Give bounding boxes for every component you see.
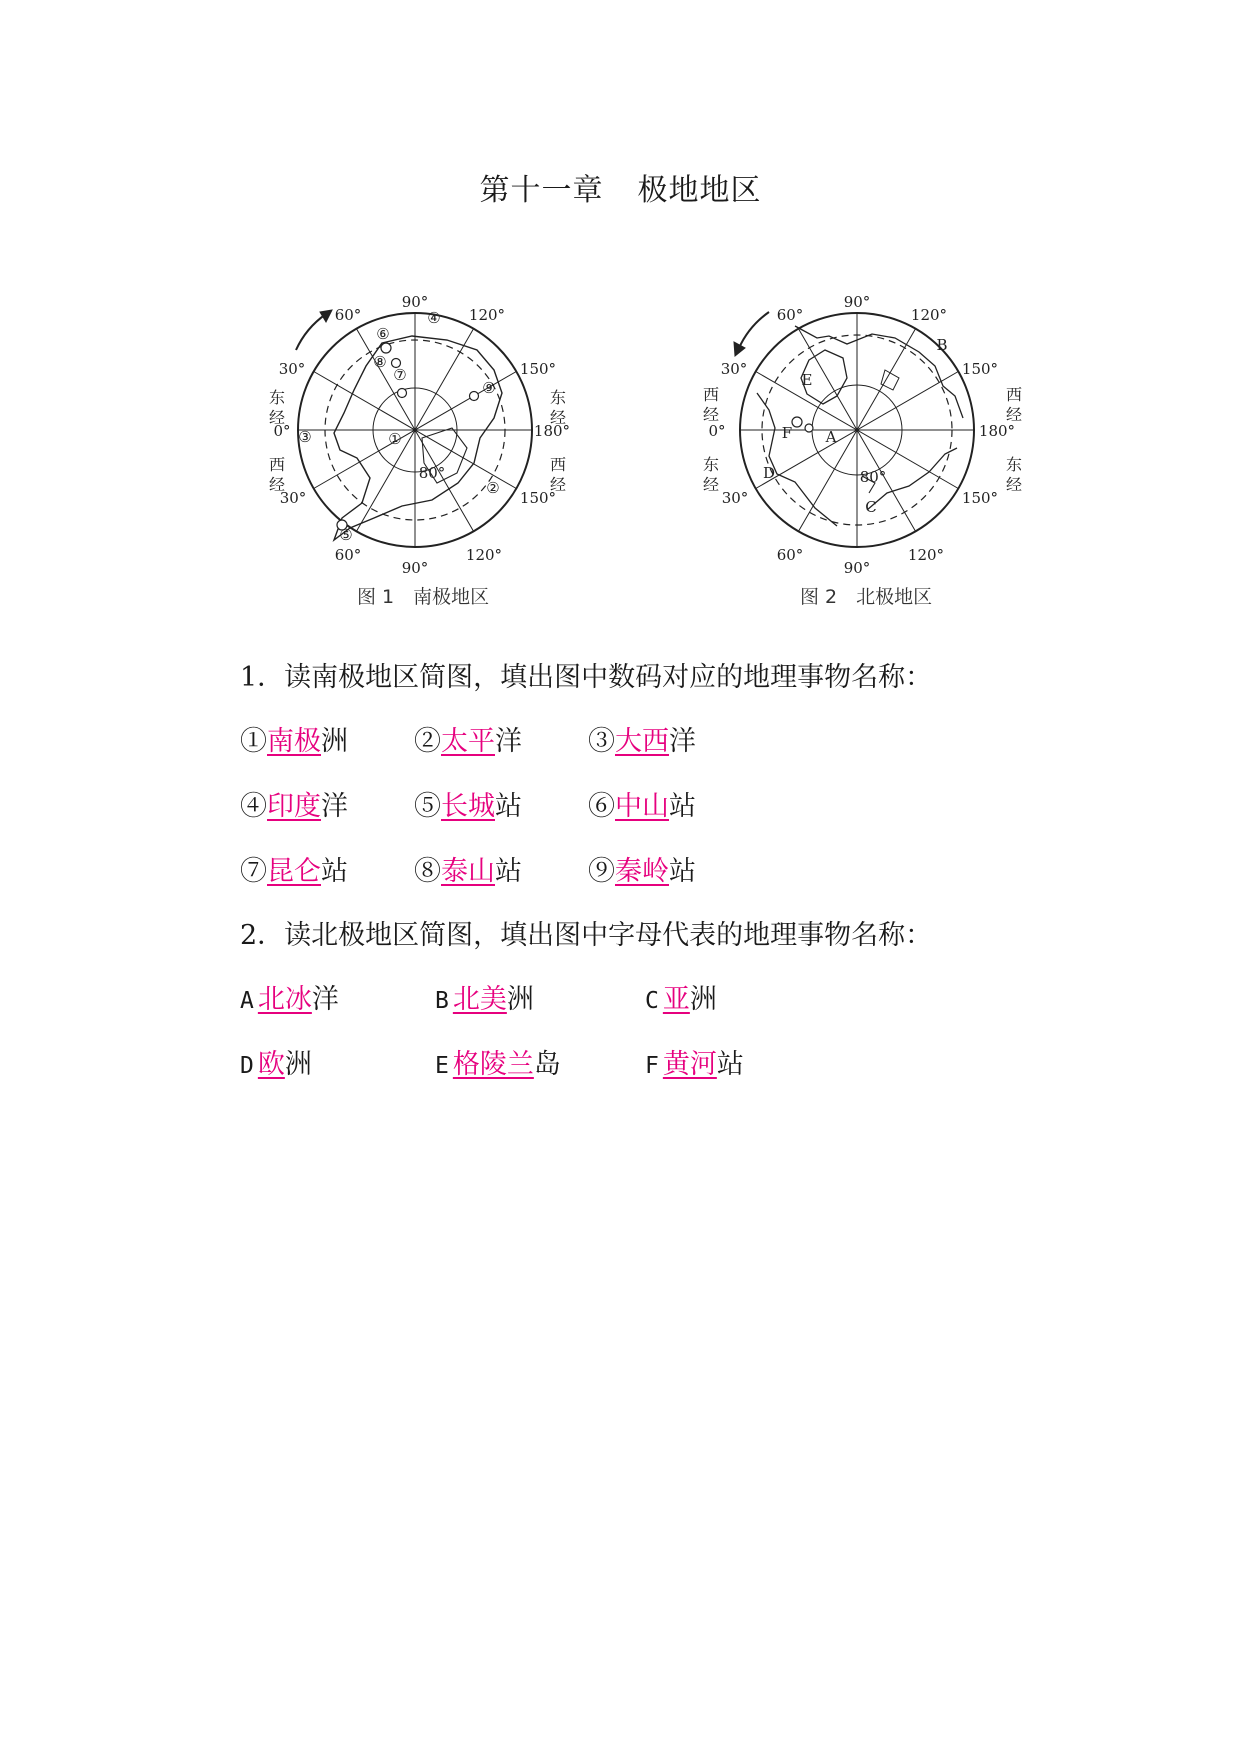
answer-text: 亚 bbox=[662, 984, 690, 1015]
answer-text: 中山 bbox=[615, 791, 669, 822]
answer-text: 格陵兰 bbox=[452, 1049, 534, 1080]
side-char: 东 bbox=[549, 388, 567, 407]
letter-e: E bbox=[801, 371, 813, 389]
arctic-map bbox=[697, 278, 1037, 608]
side-west-right bbox=[1006, 385, 1022, 424]
item-number: ③ bbox=[588, 726, 615, 757]
marker-7: ⑦ bbox=[393, 366, 407, 384]
marker-6: ⑥ bbox=[376, 325, 390, 343]
item-suffix: 洲 bbox=[506, 984, 534, 1015]
answer-text: 印度 bbox=[267, 791, 321, 822]
chapter-name: 极地地区 bbox=[637, 173, 762, 208]
side-east-left bbox=[703, 455, 719, 494]
letter-b: B bbox=[936, 336, 948, 354]
lon-label: 30° bbox=[721, 489, 749, 507]
answer-item bbox=[414, 784, 522, 823]
answer-item bbox=[414, 719, 522, 758]
side-char: 西 bbox=[268, 455, 286, 474]
item-number: ⑧ bbox=[414, 856, 441, 887]
marker-2: ② bbox=[486, 479, 500, 497]
answer-text: 长城 bbox=[441, 791, 495, 822]
lon-label: 30° bbox=[720, 360, 748, 378]
answer-text: 黄河 bbox=[662, 1049, 717, 1080]
item-suffix: 站 bbox=[716, 1049, 744, 1080]
answer-item bbox=[588, 784, 696, 823]
answer-text: 大西 bbox=[615, 726, 669, 757]
item-letter: A bbox=[240, 988, 254, 1014]
lon-label: 180° bbox=[533, 422, 571, 440]
lon-label: 150° bbox=[961, 360, 999, 378]
answer-item bbox=[414, 849, 522, 888]
marker-8: ⑧ bbox=[373, 353, 387, 371]
item-number: ⑦ bbox=[240, 856, 267, 887]
lon-label: 0° bbox=[273, 422, 291, 440]
lon-label: 120° bbox=[910, 306, 948, 324]
side-west-left bbox=[703, 385, 719, 424]
item-suffix: 洲 bbox=[284, 1049, 312, 1080]
item-suffix: 洲 bbox=[321, 726, 348, 757]
answer-text: 南极 bbox=[267, 726, 321, 757]
side-char: 经 bbox=[1005, 475, 1023, 494]
lon-label: 90° bbox=[843, 293, 871, 311]
marker-4: ④ bbox=[427, 309, 441, 327]
answer-text: 欧 bbox=[257, 1049, 285, 1080]
item-number: ⑥ bbox=[588, 791, 615, 822]
answer-text: 泰山 bbox=[441, 856, 495, 887]
side-char: 东 bbox=[702, 455, 720, 474]
marker-1: ① bbox=[388, 430, 402, 448]
side-west-left bbox=[269, 455, 285, 494]
side-char: 经 bbox=[268, 475, 286, 494]
item-letter: C bbox=[645, 988, 659, 1014]
lon-label: 180° bbox=[978, 422, 1016, 440]
letter-a: A bbox=[825, 428, 837, 446]
answer-item bbox=[240, 784, 348, 823]
lon-label: 60° bbox=[334, 546, 362, 564]
side-char: 经 bbox=[702, 405, 720, 424]
answer-item bbox=[435, 977, 534, 1016]
lat-label: 80° bbox=[859, 468, 887, 486]
side-char: 经 bbox=[1005, 405, 1023, 424]
side-char: 经 bbox=[702, 475, 720, 494]
lon-label: 90° bbox=[401, 559, 429, 577]
side-char: 西 bbox=[1005, 385, 1023, 404]
answer-item bbox=[588, 719, 696, 758]
side-char: 经 bbox=[549, 475, 567, 494]
page-title bbox=[0, 165, 1241, 209]
side-char: 经 bbox=[549, 408, 567, 427]
lon-label: 120° bbox=[468, 306, 506, 324]
item-suffix: 站 bbox=[495, 791, 522, 822]
lon-label: 30° bbox=[279, 489, 307, 507]
item-number: ② bbox=[414, 726, 441, 757]
answer-item bbox=[240, 977, 339, 1016]
lon-label: 60° bbox=[776, 546, 804, 564]
letter-d: D bbox=[762, 464, 776, 482]
item-suffix: 洋 bbox=[669, 726, 696, 757]
lon-label: 90° bbox=[401, 293, 429, 311]
answer-item bbox=[240, 1042, 312, 1081]
item-suffix: 洲 bbox=[689, 984, 717, 1015]
side-char: 西 bbox=[702, 385, 720, 404]
marker-3: ③ bbox=[298, 428, 312, 446]
side-char: 东 bbox=[1005, 455, 1023, 474]
side-char: 经 bbox=[268, 408, 286, 427]
side-west-right bbox=[550, 455, 566, 494]
item-suffix: 站 bbox=[495, 856, 522, 887]
answer-text: 北美 bbox=[452, 984, 507, 1015]
arctic-map-graphic bbox=[697, 278, 1037, 578]
answer-text: 昆仑 bbox=[267, 856, 321, 887]
answer-item bbox=[240, 849, 348, 888]
letter-c: C bbox=[865, 498, 877, 516]
item-number: ⑨ bbox=[588, 856, 615, 887]
item-letter: B bbox=[435, 988, 449, 1014]
lon-label: 150° bbox=[519, 360, 557, 378]
side-char: 西 bbox=[549, 455, 567, 474]
item-letter: E bbox=[435, 1053, 449, 1079]
marker-5: ⑤ bbox=[339, 526, 353, 544]
item-suffix: 站 bbox=[321, 856, 348, 887]
figure1-caption: 图 1 南极地区 bbox=[357, 586, 490, 608]
item-suffix: 洋 bbox=[311, 984, 339, 1015]
lon-label: 0° bbox=[708, 422, 726, 440]
lon-label: 120° bbox=[907, 546, 945, 564]
item-suffix: 洋 bbox=[321, 791, 348, 822]
item-letter: F bbox=[645, 1053, 659, 1079]
lon-label: 60° bbox=[334, 306, 362, 324]
chapter-number: 第十一章 bbox=[479, 173, 604, 208]
antarctic-map-graphic bbox=[262, 278, 602, 578]
figure2-caption: 图 2 北极地区 bbox=[800, 586, 933, 608]
item-suffix: 站 bbox=[669, 791, 696, 822]
answer-text: 秦岭 bbox=[615, 856, 669, 887]
item-letter: D bbox=[240, 1053, 254, 1079]
lon-label: 120° bbox=[465, 546, 503, 564]
answer-text: 太平 bbox=[441, 726, 495, 757]
item-number: ① bbox=[240, 726, 267, 757]
answer-item bbox=[588, 849, 696, 888]
side-east-right bbox=[550, 388, 566, 427]
marker-9: ⑨ bbox=[482, 379, 496, 397]
item-number: ④ bbox=[240, 791, 267, 822]
lon-label: 60° bbox=[776, 306, 804, 324]
answer-item bbox=[435, 1042, 561, 1081]
answer-item bbox=[240, 719, 348, 758]
side-east-left bbox=[269, 388, 285, 427]
item-suffix: 站 bbox=[669, 856, 696, 887]
item-number: ⑤ bbox=[414, 791, 441, 822]
lon-label: 150° bbox=[519, 489, 557, 507]
lon-label: 90° bbox=[843, 559, 871, 577]
antarctic-map bbox=[262, 278, 602, 608]
question-1-prompt: 1．读南极地区简图，填出图中数码对应的地理事物名称： bbox=[240, 662, 933, 693]
answer-item bbox=[645, 977, 717, 1016]
side-east-right bbox=[1006, 455, 1022, 494]
answer-text: 北冰 bbox=[257, 984, 312, 1015]
item-suffix: 岛 bbox=[533, 1049, 561, 1080]
letter-f: F bbox=[781, 424, 793, 442]
question-2-prompt: 2．读北极地区简图，填出图中字母代表的地理事物名称： bbox=[240, 920, 933, 951]
lon-label: 30° bbox=[278, 360, 306, 378]
lat-label: 80° bbox=[418, 464, 446, 482]
item-suffix: 洋 bbox=[495, 726, 522, 757]
lon-label: 150° bbox=[961, 489, 999, 507]
answer-item bbox=[645, 1042, 744, 1081]
side-char: 东 bbox=[268, 388, 286, 407]
